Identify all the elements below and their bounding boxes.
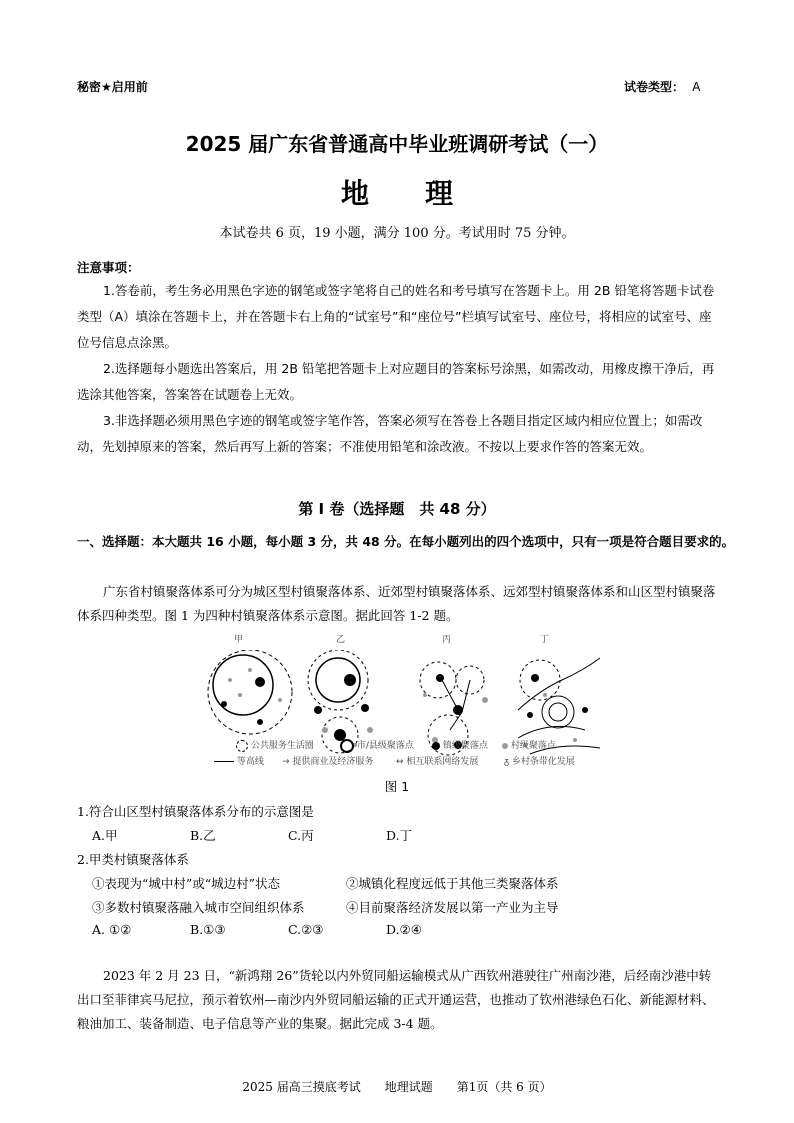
panel-jia-circle <box>208 650 292 734</box>
arrow-right-icon: → <box>282 757 290 767</box>
section-title: 第 I 卷（选择题 共 48 分） <box>298 500 496 518</box>
question-2-statements-row2 <box>92 898 559 916</box>
statement: ①表现为“城中村”或“城边村”状态 <box>92 876 281 891</box>
option: B.①③ <box>190 922 226 937</box>
statement: ④目前聚落经济发展以第一产业为主导 <box>346 900 559 915</box>
legend-item <box>504 754 575 767</box>
page-footer: 2025 届高三摸底考试 地理试题 第1页（共 6 页） <box>242 1080 552 1094</box>
option: A.甲 <box>92 828 118 843</box>
panel-label: 甲 <box>234 635 244 645</box>
legend-label: 公共服务生活圈 <box>250 741 314 751</box>
notice-heading: 注意事项： <box>77 260 140 275</box>
legend-label: 相互联系网络发展 <box>406 757 479 767</box>
confidential-label: 秘密★启用前 <box>77 80 148 94</box>
question-2-options <box>92 922 422 937</box>
paper-type <box>624 78 700 95</box>
legend-label: 镇级聚落点 <box>442 741 488 751</box>
legend-item <box>396 754 478 767</box>
paper-type-label: 试卷类型： <box>624 80 685 94</box>
panel-ding-circle <box>520 660 560 700</box>
page-title: 2025 届广东省普通高中毕业班调研考试（一） <box>185 132 609 156</box>
legend-label: 村级聚落点 <box>510 741 556 751</box>
option: A. ①② <box>92 922 132 937</box>
legend-item <box>282 754 373 767</box>
option: C.②③ <box>288 922 324 937</box>
legend-label: 乡村条带化发展 <box>511 757 575 767</box>
village-point-icon <box>502 743 508 749</box>
notice-item: 2.选择题每小题选出答案后，用 2B 铅笔把答题卡上对应题目的答案标号涂黑，如需改动，用橡皮擦干净后，再选涂其他答案，答案答在试题卷上无效。 <box>77 361 715 402</box>
statement: ③多数村镇聚落融入城市空间组织体系 <box>92 900 305 915</box>
option: C.丙 <box>288 828 314 843</box>
double-arrow-icon: ↔ <box>396 757 404 767</box>
panel-label: 丁 <box>540 635 550 645</box>
material-1: 广东省村镇聚落体系可分为城区型村镇聚落体系、近郊型村镇聚落体系、远郊型村镇聚落体系和山区型村镇聚落体系四种类型。图 1 为四种村镇聚落体系示意图。据此回答 1-2 题。 <box>77 584 716 623</box>
question-1-stem: 1.符合山区型村镇聚落体系分布的示意图是 <box>77 804 314 819</box>
option: D.②④ <box>386 922 422 937</box>
figure-caption: 图 1 <box>384 779 410 794</box>
service-circle-icon <box>236 740 248 752</box>
paper-type-value: A <box>692 80 701 94</box>
question-2-statements-row1 <box>92 874 559 892</box>
legend-label: 等高线 <box>236 757 264 767</box>
legend-item <box>236 738 314 752</box>
exam-info: 本试卷共 6 页，19 小题，满分 100 分。考试用时 75 分钟。 <box>219 226 575 241</box>
strip-development-icon: ᵹ <box>504 757 510 767</box>
city-point-icon <box>340 739 354 753</box>
panel-label: 丙 <box>442 635 452 645</box>
subject-title: 地 理 <box>340 177 453 210</box>
legend-item <box>214 754 264 767</box>
notice-item: 3.非选择题必须用黑色字迹的钢笔或签字笔作答，答案必须写在答卷上各题目指定区域内相应位置上；如需改动，先划掉原来的答案，然后再写上新的答案；不准使用铅笔和涂改液。不按以上要求作答的答案无效。 <box>77 413 703 454</box>
contour-icon <box>214 761 234 762</box>
legend-item <box>502 738 556 751</box>
notice-item: 1.答卷前，考生务必用黑色字迹的钢笔或签字笔将自己的姓名和考号填写在答题卡上。用 2B 铅笔将答题卡试卷类型（A）填涂在答题卡上，并在答题卡右上角的“试室号”和“座位号”栏填写试室号、座位号，将相应的试室号、座位号信息点涂黑。 <box>77 283 715 350</box>
question-1-options <box>92 826 412 844</box>
panel-label: 乙 <box>336 635 346 645</box>
part1-heading: 一、选择题：本大题共 16 小题，每小题 3 分，共 48 分。在每小题列出的四个选项中，只有一项是符合题目要求的。 <box>77 534 735 549</box>
town-point-icon <box>432 742 440 750</box>
legend-label: 提供商业及经济服务 <box>292 757 374 767</box>
legend-item <box>340 738 414 753</box>
material-2: 2023 年 2 月 23 日，“新鸿翔 26”货轮以内外贸同船运输模式从广西钦州港驶往广州南沙港，后经南沙港中转出口至菲律宾马尼拉，预示着钦州—南沙内外贸同船运输的正式开通运营，也推动了钦州港绿色石化、新能源材料、粮油加工、装备制造、电子信息等产业的集聚。据此完成 3-4 题。 <box>77 968 715 1031</box>
option: D.丁 <box>386 828 413 843</box>
legend-label: 市/县级聚落点 <box>356 741 414 751</box>
legend-item <box>432 738 488 751</box>
question-2-stem: 2.甲类村镇聚落体系 <box>77 852 189 867</box>
option: B.乙 <box>190 828 216 843</box>
statement: ②城镇化程度远低于其他三类聚落体系 <box>346 876 559 891</box>
